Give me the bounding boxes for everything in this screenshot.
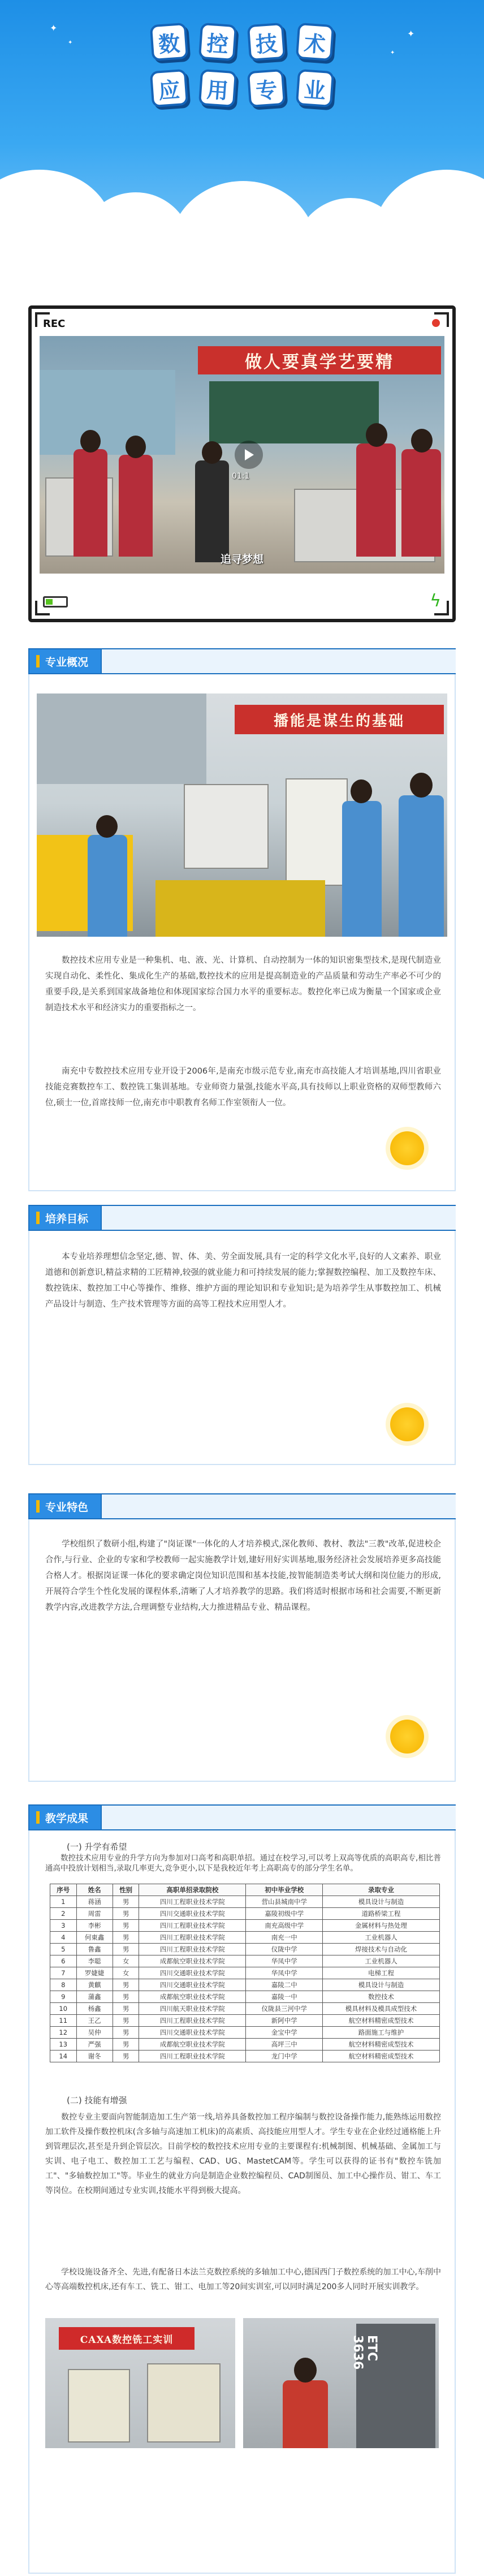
machine-center-photo: [243, 2318, 439, 2448]
table-cell: 嘉陵初级中学: [246, 1908, 323, 1920]
table-cell: 四川航天职业技术学院: [139, 2003, 246, 2015]
table-cell: 14: [50, 2051, 77, 2062]
heading-text: 专业概况: [45, 656, 89, 669]
sparkle-icon: ✦: [68, 40, 73, 46]
sparkle-icon: ✦: [407, 28, 415, 39]
video-caption: 追寻梦想: [221, 553, 264, 566]
goal-paragraph: 本专业培养理想信念坚定,德、智、体、美、劳全面发展,具有一定的科学文化水平,良好的人文素养、职业道德和创新意识,精益求精的工匠精神,较强的就业能力和可持续发展的能力;掌握数控编程、加工及数控车床、数控铣床、数控加工中心等操作、维修、维护方面的理论知识和专业知识;是为培养学生从事数控加工、机械产品设计与制造、生产技术管理等方面的高等工程技术应用型人才。: [45, 1252, 441, 1309]
title-char: 用: [198, 69, 237, 107]
overview-paragraph: 南充中专数控技术应用专业开设于2006年,是南充市级示范专业,南充市高技能人才培训基地,四川省职业技能竞赛数控车工、数控铣工集训基地。专业师资力量强,技能水平高,具有技师以上职业资格的双师型教师六位,硕士一位,首席技师一位,南充市中职教育名师工作室领衔人一位。: [45, 1067, 441, 1108]
section-header-line: [102, 648, 456, 674]
column-header: 性别: [113, 1884, 139, 1896]
table-row: [50, 2039, 440, 2051]
table-cell: 1: [50, 1896, 77, 1908]
student-figure: [401, 449, 441, 557]
table-cell: 嘉陵二中: [246, 1979, 323, 1991]
table-cell: 男: [113, 1991, 139, 2003]
table-cell: 工业机器人: [323, 1932, 440, 1944]
table-cell: 四川工程职业技术学院: [139, 1920, 246, 1932]
table-cell: 王乙: [76, 2015, 113, 2027]
table-cell: 男: [113, 1920, 139, 1932]
teacher-figure: [195, 460, 229, 562]
frame-corner: [35, 312, 50, 327]
table-row: [50, 1991, 440, 2003]
column-header: 序号: [50, 1884, 77, 1896]
table-row: [50, 1908, 440, 1920]
table-cell: 杨鑫: [76, 2003, 113, 2015]
table-cell: 5: [50, 1944, 77, 1955]
table-row: [50, 2051, 440, 2062]
cloud-shape: [373, 170, 484, 260]
table-cell: 8: [50, 1979, 77, 1991]
title-char: 技: [247, 23, 286, 61]
table-header-row: [50, 1884, 440, 1896]
hero-banner: [0, 0, 484, 260]
table-cell: 男: [113, 1944, 139, 1955]
table-cell: 焊接技术与自动化: [323, 1944, 440, 1955]
table-cell: 成都航空职业技术学院: [139, 1991, 246, 2003]
table-cell: 南充一中: [246, 1932, 323, 1944]
table-cell: 华凤中学: [246, 1967, 323, 1979]
table-cell: 道路桥梁工程: [323, 1908, 440, 1920]
table-cell: 周雷: [76, 1908, 113, 1920]
table-cell: 男: [113, 2039, 139, 2051]
table-cell: 女: [113, 1967, 139, 1979]
student-head: [96, 815, 118, 838]
table-cell: 9: [50, 1991, 77, 2003]
video-player[interactable]: [28, 305, 456, 622]
student-head: [351, 779, 372, 803]
heading-text: 专业特色: [45, 1501, 89, 1514]
yellow-bench: [155, 880, 325, 937]
title-char: 业: [296, 69, 334, 107]
table-cell: 2: [50, 1908, 77, 1920]
window-shape: [40, 370, 175, 455]
title-char: 应: [150, 69, 188, 107]
table-cell: 蒋涵: [76, 1896, 113, 1908]
table-cell: 四川交通职业技术学院: [139, 1967, 246, 1979]
heading-text: 教学成果: [45, 1812, 89, 1825]
table-cell: 四川交通职业技术学院: [139, 2027, 246, 2039]
table-cell: 男: [113, 2015, 139, 2027]
table-cell: 10: [50, 2003, 77, 2015]
video-frame: [40, 336, 444, 574]
classroom-banner: 做人要真学艺要精: [198, 346, 441, 374]
heading-accent: [36, 1500, 40, 1513]
title-char: 控: [198, 23, 237, 61]
table-cell: 6: [50, 1955, 77, 1967]
table-cell: 新阿中学: [246, 2015, 323, 2027]
result-paragraph: 数控技术应用专业的升学方向为参加对口高考和高职单招。通过在校学习,可以考上双高等优质的高职高专,相比普通高中投放计划相当,录取几率更大,竞争更小,以下是我校近年考上高职高专的部分学生名单。: [45, 1854, 441, 1873]
table-cell: 吴仲: [76, 2027, 113, 2039]
subsection-title: (二) 技能有增强: [67, 2095, 127, 2105]
sun-icon: [390, 1720, 424, 1754]
page-title-line-1: [0, 24, 484, 60]
student-figure: [74, 449, 107, 557]
student-figure: [119, 455, 153, 557]
table-cell: 谢冬: [76, 2051, 113, 2062]
training-room-photo: [45, 2318, 235, 2448]
column-header: 初中毕业学校: [246, 1884, 323, 1896]
heading-accent: [36, 1811, 40, 1824]
section-header-line: [102, 1205, 456, 1231]
table-cell: 航空材料精密成型技术: [323, 2039, 440, 2051]
table-cell: 黄麒: [76, 1979, 113, 1991]
cnc-machine: [286, 778, 348, 886]
page-title-line-2: [0, 70, 484, 106]
title-char: 专: [247, 69, 286, 107]
table-cell: 工业机器人: [323, 1955, 440, 1967]
table-row: [50, 2003, 440, 2015]
table-row: [50, 1932, 440, 1944]
table-cell: 4: [50, 1932, 77, 1944]
table-row: [50, 1920, 440, 1932]
table-cell: 仪陇中学: [246, 1944, 323, 1955]
table-row: [50, 1896, 440, 1908]
table-row: [50, 1979, 440, 1991]
frame-corner: [434, 312, 449, 327]
student-figure: [88, 835, 127, 937]
table-cell: 航空材料精密成型技术: [323, 2015, 440, 2027]
student-head: [410, 773, 433, 798]
sun-icon: [390, 1407, 424, 1441]
table-cell: 四川交通职业技术学院: [139, 1979, 246, 1991]
table-cell: 男: [113, 2003, 139, 2015]
sparkle-icon: ✦: [50, 23, 58, 33]
table-cell: 模具设计与制造: [323, 1896, 440, 1908]
rec-label: REC: [43, 318, 66, 330]
table-cell: 男: [113, 1932, 139, 1944]
video-timecode: 01:1: [232, 472, 250, 481]
heading-accent: [36, 655, 40, 667]
table-cell: 模具材料及模具成型技术: [323, 2003, 440, 2015]
table-cell: 高坪三中: [246, 2039, 323, 2051]
table-cell: 四川工程职业技术学院: [139, 1932, 246, 1944]
student-head: [126, 436, 146, 458]
table-cell: 成都航空职业技术学院: [139, 2039, 246, 2051]
section-overview-heading: [28, 648, 102, 674]
table-row: [50, 1944, 440, 1955]
student-figure: [342, 801, 382, 937]
result-paragraph: 数控专业主要面向智能制造加工生产第一线,培养具备数控加工程序编制与数控设备操作能力,能熟练运用数控加工软件及操作数控机床(含多轴与高速加工机床)的高素质、高技能应用型人才。学生专业在企业经过通格能上升到管理层次,甚至是升到企管层次。目前学校的数控技术应用专业的主要课程有:机械制图、机械基础、金属加工与实训、电子电工、数控加工工艺与编程、CAD、UG、MastetCAM等。学生可以获得的证书有"数控车铣加工"、"多轴数控加工"等。毕业生的就业方向是制造企业数控编程员、CAD制图员、加工中心操作员、钳工、车工等岗位。在校期间通过专业实训,技能水平得到极大提高。: [45, 2113, 441, 2195]
blackboard-shape: [209, 381, 379, 443]
play-button[interactable]: [235, 441, 263, 469]
table-cell: 7: [50, 1967, 77, 1979]
cnc-machine: [184, 784, 269, 869]
section-feature-heading: [28, 1493, 102, 1519]
table-cell: 路面施工与维护: [323, 2027, 440, 2039]
table-cell: 罗婕婕: [76, 1967, 113, 1979]
machine-model-label: ETC 3636: [351, 2335, 379, 2370]
student-head: [366, 423, 387, 447]
table-cell: 数控技术: [323, 1991, 440, 2003]
table-cell: 女: [113, 1955, 139, 1967]
admission-table: [50, 1884, 440, 2062]
table-cell: 成都航空职业技术学院: [139, 1955, 246, 1967]
section-goal-heading: [28, 1205, 102, 1231]
lightning-icon: ϟ: [430, 591, 441, 611]
table-cell: 四川工程职业技术学院: [139, 1944, 246, 1955]
table-cell: 南充高级中学: [246, 1920, 323, 1932]
heading-accent: [36, 1212, 40, 1224]
workshop-photo: [37, 693, 447, 937]
table-row: [50, 1955, 440, 1967]
feature-paragraph: 学校组织了数研小组,构建了"岗证课"一体化的人才培养模式,深化教师、教材、教法"三教"改革,促进校企合作,与行业、企业的专家和学校教师一起实施教学计划,建好用好实训基地,服务经济社会发展培养更多高技能合格人才。根据岗证课一体化的要求确定岗位知识范围和基本技能,按智能制造类考试大纲和岗位能力的形成,开展符合学生个性化发展的课程体系,清晰了人才培养教学的思路。我们将适时根据市场和社会需要,不断更新教学内容,改进教学方法,合理调整专业结构,大力推进精品专业、精品课程。: [45, 1540, 441, 1612]
windows-shape: [37, 693, 206, 784]
table-cell: 李彬: [76, 1920, 113, 1932]
table-cell: 四川交通职业技术学院: [139, 1908, 246, 1920]
play-icon: [244, 449, 254, 460]
student-figure: [399, 795, 444, 937]
table-cell: 四川工程职业技术学院: [139, 1896, 246, 1908]
result-paragraph: 学校设施设备齐全、先进,有配备日本法兰克数控系统的多轴加工中心,德国西门子数控系统的加工中心,车削中心等高端数控机床,还有车工、铣工、钳工、电加工等20间实训室,可以同时满足200多人同时开展实训教学。: [45, 2268, 441, 2291]
table-cell: 营山县城南中学: [246, 1896, 323, 1908]
table-cell: 嘉陵一中: [246, 1991, 323, 2003]
table-cell: 金宝中学: [246, 2027, 323, 2039]
table-cell: 航空材料精密成型技术: [323, 2051, 440, 2062]
table-cell: 严强: [76, 2039, 113, 2051]
table-cell: 四川工程职业技术学院: [139, 2051, 246, 2062]
table-cell: 仪陇县三河中学: [246, 2003, 323, 2015]
table-cell: 龙门中学: [246, 2051, 323, 2062]
student-figure: [283, 2380, 328, 2448]
admission-table-body: [50, 1896, 440, 2062]
cnc-machine: [147, 2363, 221, 2443]
table-cell: 何東鑫: [76, 1932, 113, 1944]
sparkle-icon: ✦: [390, 50, 395, 56]
table-cell: 四川工程职业技术学院: [139, 2015, 246, 2027]
table-cell: 李聪: [76, 1955, 113, 1967]
table-cell: 男: [113, 1908, 139, 1920]
section-header-line: [102, 1804, 456, 1830]
battery-icon: [43, 596, 68, 608]
table-row: [50, 2015, 440, 2027]
table-cell: 男: [113, 1896, 139, 1908]
table-cell: 12: [50, 2027, 77, 2039]
training-room-sign: CAXA数控铣工实训: [59, 2327, 195, 2350]
workshop-banner: 播能是谋生的基础: [235, 705, 444, 734]
student-figure: [356, 443, 396, 557]
table-cell: 男: [113, 2051, 139, 2062]
student-head: [411, 429, 433, 453]
table-cell: 电梯工程: [323, 1967, 440, 1979]
column-header: 录取专业: [323, 1884, 440, 1896]
overview-paragraph: 数控技术应用专业是一种集机、电、液、光、计算机、自动控制为一体的知识密集型技术,是现代制造业实现自动化、柔性化、集成化生产的基础,数控技术的应用是提高制造业的产品质量和劳动生产率必不可少的重要手段,是关系到国家战备地位和体现国家综合国力水平的重要标志。数控化率已成为衡量一个国家或企业制造技术水平和经济实力的重要指标之一。: [45, 956, 441, 1013]
table-cell: 华凤中学: [246, 1955, 323, 1967]
table-row: [50, 1967, 440, 1979]
table-cell: 男: [113, 2027, 139, 2039]
teacher-head: [202, 441, 222, 464]
cnc-machine: [68, 2369, 130, 2443]
table-cell: 11: [50, 2015, 77, 2027]
table-cell: 模具设计与制造: [323, 1979, 440, 1991]
heading-text: 培养目标: [45, 1212, 89, 1225]
title-char: 数: [150, 23, 188, 61]
table-cell: 鲁鑫: [76, 1944, 113, 1955]
column-header: 高职单招录取院校: [139, 1884, 246, 1896]
table-row: [50, 2027, 440, 2039]
table-cell: 13: [50, 2039, 77, 2051]
table-cell: 男: [113, 1979, 139, 1991]
table-cell: 金属材料与热处理: [323, 1920, 440, 1932]
section-header-line: [102, 1493, 456, 1519]
student-head: [294, 2358, 317, 2383]
subsection-title: (一) 升学有希望: [67, 1842, 127, 1852]
column-header: 姓名: [76, 1884, 113, 1896]
student-head: [80, 430, 101, 453]
section-result-heading: [28, 1804, 102, 1830]
table-cell: 蒲鑫: [76, 1991, 113, 2003]
table-cell: 3: [50, 1920, 77, 1932]
title-char: 术: [296, 23, 334, 61]
sun-icon: [390, 1131, 424, 1165]
